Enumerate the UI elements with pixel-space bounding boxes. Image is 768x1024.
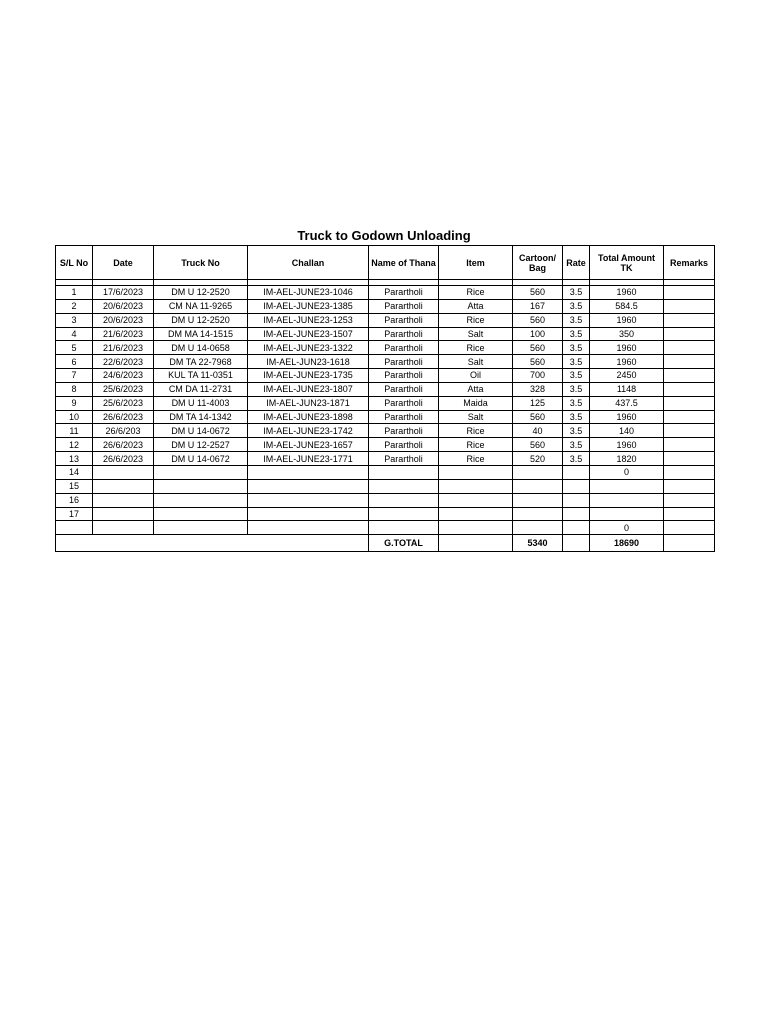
table-row [56,410,715,424]
cell-sl-no: 17 [56,507,93,521]
cell-remarks [664,299,715,313]
cell-truck-no: CM NA 11-9265 [154,299,248,313]
cell-thana: Parartholi [369,452,439,466]
total-item-cell [439,535,513,552]
cell-item: Salt [439,410,513,424]
cell-rate: 3.5 [563,286,590,300]
cell-rate: 3.5 [563,410,590,424]
table-row [56,507,715,521]
total-blank-cell [56,535,369,552]
cell-thana: Parartholi [369,369,439,383]
cell-challan: IM-AEL-JUNE23-1046 [248,286,369,300]
cell-rate: 3.5 [563,396,590,410]
cell-remarks [664,355,715,369]
cell-total-amount: 1148 [590,382,664,396]
cell-sl-no: 9 [56,396,93,410]
grand-total-qty: 5340 [513,535,563,552]
grand-total-amount: 18690 [590,535,664,552]
table-row [56,438,715,452]
header-sl-no: S/L No [56,246,93,280]
cell-thana [369,521,439,535]
cell-cartoon-bag: 560 [513,438,563,452]
cell-item: Rice [439,424,513,438]
cell-sl-no: 3 [56,313,93,327]
table-row [56,355,715,369]
cell-truck-no: DM U 12-2520 [154,286,248,300]
cell-cartoon-bag: 40 [513,424,563,438]
cell-challan [248,493,369,507]
cell-cartoon-bag [513,465,563,479]
cell-sl-no: 4 [56,327,93,341]
cell-challan: IM-AEL-JUNE23-1807 [248,382,369,396]
cell-item [439,479,513,493]
cell-total-amount: 1820 [590,452,664,466]
cell-sl-no: 8 [56,382,93,396]
cell-date: 26/6/2023 [93,410,154,424]
cell-thana [369,465,439,479]
cell-total-amount: 1960 [590,341,664,355]
cell-rate [563,465,590,479]
cell-challan: IM-AEL-JUNE23-1385 [248,299,369,313]
document-title: Truck to Godown Unloading [297,228,471,243]
total-rate-cell [563,535,590,552]
cell-truck-no: DM U 11-4003 [154,396,248,410]
cell-remarks [664,507,715,521]
cell-remarks [664,286,715,300]
cell-challan [248,507,369,521]
cell-rate: 3.5 [563,382,590,396]
cell-cartoon-bag: 560 [513,341,563,355]
cell-sl-no: 14 [56,465,93,479]
cell-date: 17/6/2023 [93,286,154,300]
cell-thana [369,493,439,507]
cell-sl-no: 6 [56,355,93,369]
cell-rate [563,493,590,507]
header-row [56,246,715,280]
cell-date: 21/6/2023 [93,327,154,341]
cell-date: 22/6/2023 [93,355,154,369]
table-row [56,341,715,355]
cell-date [93,465,154,479]
table-row [56,424,715,438]
cell-total-amount: 0 [590,521,664,535]
cell-cartoon-bag: 167 [513,299,563,313]
cell-challan [248,479,369,493]
cell-cartoon-bag: 560 [513,286,563,300]
cell-challan: IM-AEL-JUNE23-1657 [248,438,369,452]
cell-truck-no: DM U 12-2520 [154,313,248,327]
cell-sl-no: 7 [56,369,93,383]
cell-challan [248,465,369,479]
cell-cartoon-bag: 328 [513,382,563,396]
cell-item: Rice [439,341,513,355]
cell-challan: IM-AEL-JUNE23-1507 [248,327,369,341]
cell-item: Rice [439,313,513,327]
cell-cartoon-bag: 125 [513,396,563,410]
grand-total-label: G.TOTAL [369,535,439,552]
cell-date: 24/6/2023 [93,369,154,383]
cell-remarks [664,465,715,479]
cell-thana [369,479,439,493]
cell-challan: IM-AEL-JUNE23-1898 [248,410,369,424]
cell-remarks [664,452,715,466]
header-total-amount: Total Amount TK [590,246,664,280]
cell-cartoon-bag: 100 [513,327,563,341]
cell-date [93,507,154,521]
cell-sl-no [56,521,93,535]
cell-rate: 3.5 [563,341,590,355]
cell-total-amount: 140 [590,424,664,438]
cell-thana: Parartholi [369,355,439,369]
cell-cartoon-bag: 560 [513,410,563,424]
cell-rate: 3.5 [563,438,590,452]
cell-total-amount [590,493,664,507]
table-row [56,493,715,507]
cell-total-amount: 350 [590,327,664,341]
cell-remarks [664,396,715,410]
cell-truck-no [154,493,248,507]
cell-total-amount: 2450 [590,369,664,383]
table-row [56,327,715,341]
cell-total-amount: 1960 [590,410,664,424]
cell-remarks [664,521,715,535]
cell-item: Atta [439,382,513,396]
cell-date: 20/6/2023 [93,313,154,327]
cell-truck-no: DM TA 22-7968 [154,355,248,369]
cell-rate [563,479,590,493]
cell-truck-no: DM U 12-2527 [154,438,248,452]
cell-rate: 3.5 [563,313,590,327]
cell-sl-no: 5 [56,341,93,355]
table-row [56,313,715,327]
cell-sl-no: 12 [56,438,93,452]
cell-truck-no [154,465,248,479]
cell-item: Salt [439,355,513,369]
table-row [56,299,715,313]
table-row [56,286,715,300]
cell-item [439,493,513,507]
cell-item: Maida [439,396,513,410]
cell-sl-no: 11 [56,424,93,438]
cell-date: 21/6/2023 [93,341,154,355]
cell-item: Rice [439,286,513,300]
cell-date [93,493,154,507]
cell-thana: Parartholi [369,313,439,327]
cell-total-amount: 1960 [590,286,664,300]
cell-rate: 3.5 [563,452,590,466]
cell-sl-no: 16 [56,493,93,507]
cell-total-amount [590,507,664,521]
cell-thana: Parartholi [369,286,439,300]
cell-rate [563,507,590,521]
cell-date [93,479,154,493]
cell-item: Atta [439,299,513,313]
cell-remarks [664,341,715,355]
cell-item [439,507,513,521]
cell-truck-no [154,479,248,493]
cell-item: Salt [439,327,513,341]
cell-rate: 3.5 [563,355,590,369]
cell-remarks [664,438,715,452]
cell-challan: IM-AEL-JUN23-1871 [248,396,369,410]
cell-truck-no: DM U 14-0672 [154,424,248,438]
header-remarks: Remarks [664,246,715,280]
cell-total-amount: 1960 [590,313,664,327]
cell-sl-no: 1 [56,286,93,300]
cell-truck-no: DM MA 14-1515 [154,327,248,341]
cell-date [93,521,154,535]
cell-remarks [664,479,715,493]
cell-remarks [664,493,715,507]
cell-thana: Parartholi [369,299,439,313]
cell-date: 26/6/203 [93,424,154,438]
cell-truck-no [154,521,248,535]
cell-truck-no: DM U 14-0672 [154,452,248,466]
cell-thana: Parartholi [369,424,439,438]
cell-total-amount: 1960 [590,438,664,452]
cell-thana: Parartholi [369,438,439,452]
cell-total-amount [590,479,664,493]
table-row [56,396,715,410]
cell-truck-no [154,507,248,521]
table-row [56,382,715,396]
cell-rate: 3.5 [563,327,590,341]
cell-date: 26/6/2023 [93,438,154,452]
grand-total-row [56,535,715,552]
header-rate: Rate [563,246,590,280]
header-cartoon-bag: Cartoon/ Bag [513,246,563,280]
total-remarks-cell [664,535,715,552]
cell-remarks [664,313,715,327]
cell-thana: Parartholi [369,327,439,341]
cell-remarks [664,382,715,396]
table-row [56,452,715,466]
cell-cartoon-bag [513,493,563,507]
cell-sl-no: 15 [56,479,93,493]
cell-total-amount: 584.5 [590,299,664,313]
header-truck-no: Truck No [154,246,248,280]
cell-total-amount: 437.5 [590,396,664,410]
cell-thana: Parartholi [369,410,439,424]
cell-challan: IM-AEL-JUNE23-1742 [248,424,369,438]
cell-date: 25/6/2023 [93,396,154,410]
cell-thana: Parartholi [369,396,439,410]
cell-cartoon-bag: 520 [513,452,563,466]
cell-rate [563,521,590,535]
cell-challan [248,521,369,535]
cell-item [439,465,513,479]
header-challan: Challan [248,246,369,280]
cell-item [439,521,513,535]
cell-challan: IM-AEL-JUNE23-1253 [248,313,369,327]
cell-remarks [664,327,715,341]
table-body [56,286,715,535]
cell-item: Oil [439,369,513,383]
cell-sl-no: 10 [56,410,93,424]
cell-truck-no: DM TA 14-1342 [154,410,248,424]
cell-thana: Parartholi [369,382,439,396]
table-row [56,369,715,383]
cell-total-amount: 0 [590,465,664,479]
cell-rate: 3.5 [563,369,590,383]
cell-truck-no: KUL TA 11-0351 [154,369,248,383]
cell-truck-no: DM U 14-0658 [154,341,248,355]
cell-rate: 3.5 [563,299,590,313]
cell-thana [369,507,439,521]
cell-cartoon-bag [513,507,563,521]
header-item: Item [439,246,513,280]
cell-challan: IM-AEL-JUNE23-1735 [248,369,369,383]
cell-remarks [664,424,715,438]
unloading-table [55,245,715,552]
cell-remarks [664,410,715,424]
cell-thana: Parartholi [369,341,439,355]
cell-date: 26/6/2023 [93,452,154,466]
cell-item: Rice [439,452,513,466]
cell-item: Rice [439,438,513,452]
cell-date: 20/6/2023 [93,299,154,313]
cell-cartoon-bag: 560 [513,355,563,369]
cell-remarks [664,369,715,383]
cell-cartoon-bag [513,479,563,493]
cell-challan: IM-AEL-JUNE23-1771 [248,452,369,466]
cell-sl-no: 2 [56,299,93,313]
table-row [56,521,715,535]
cell-sl-no: 13 [56,452,93,466]
cell-truck-no: CM DA 11-2731 [154,382,248,396]
cell-rate: 3.5 [563,424,590,438]
table-row [56,465,715,479]
cell-challan: IM-AEL-JUNE23-1322 [248,341,369,355]
header-thana: Name of Thana [369,246,439,280]
cell-cartoon-bag [513,521,563,535]
header-date: Date [93,246,154,280]
cell-total-amount: 1960 [590,355,664,369]
cell-cartoon-bag: 560 [513,313,563,327]
cell-date: 25/6/2023 [93,382,154,396]
table-row [56,479,715,493]
cell-challan: IM-AEL-JUN23-1618 [248,355,369,369]
cell-cartoon-bag: 700 [513,369,563,383]
